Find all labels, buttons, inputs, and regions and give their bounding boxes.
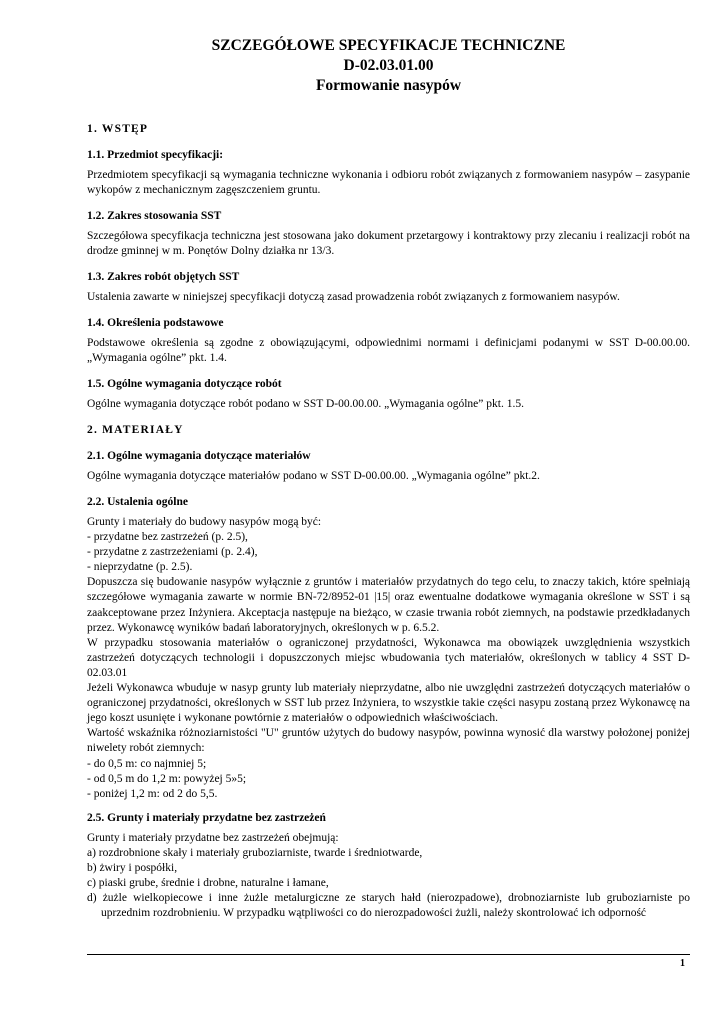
paragraph-1-4: Podstawowe określenia są zgodne z obowiązującymi, odpowiednimi normami i definicjami podanymi w SST D-00.00.00. „Wymagania ogólne” pkt. 1.4. — [87, 337, 690, 364]
section-2-5-body — [87, 831, 690, 922]
text-line: - przydatne bez zastrzeżeń (p. 2.5), — [87, 531, 248, 544]
section-heading-1-4: 1.4. Określenia podstawowe — [87, 317, 224, 329]
section-2-2-body — [87, 515, 690, 802]
text-line: Wartość wskaźnika różnoziarnistości "U" gruntów użytych do budowy nasypów, powinna wynosić dla warstwy położonej poniżej niwelety robót ziemnych: — [87, 727, 690, 755]
section-heading-2-5: 2.5. Grunty i materiały przydatne bez zastrzeżeń — [87, 811, 326, 824]
section-heading-1-1: 1.1. Przedmiot specyfikacji: — [87, 149, 224, 161]
document-code: D-02.03.01.00 — [343, 57, 434, 74]
document-page — [87, 36, 690, 930]
document-subject: Formowanie nasypów — [315, 77, 462, 94]
list-item: c) piaski grube, średnie i drobne, naturalne i łamane, — [87, 877, 329, 890]
title-block — [87, 36, 690, 96]
text-line: Grunty i materiały przydatne bez zastrzeżeń obejmują: — [87, 831, 339, 844]
section-heading-1-2: 1.2. Zakres stosowania SST — [87, 210, 222, 222]
footer-divider — [87, 954, 690, 955]
list-item: a) rozdrobnione skały i materiały gruboziarniste, twarde i średniotwarde, — [87, 846, 423, 859]
list-item: b) żwiry i pospółki, — [87, 861, 178, 874]
text-line: - od 0,5 m do 1,2 m: powyżej 5»5; — [87, 772, 247, 785]
chapter-heading-1: 1. WSTĘP — [87, 123, 149, 135]
paragraph-2-1: Ogólne wymagania dotyczące materiałów podano w SST D-00.00.00. „Wymagania ogólne” pkt.2. — [87, 470, 540, 482]
text-line: - do 0,5 m: co najmniej 5; — [87, 757, 207, 770]
page-number: 1 — [680, 958, 685, 969]
chapter-heading-2: 2. MATERIAŁY — [87, 424, 184, 436]
section-heading-2-1: 2.1. Ogólne wymagania dotyczące materiałów — [87, 450, 311, 462]
list-item: d) żużle wielkopiecowe i inne żużle metalurgiczne ze starych hałd (nierozpadowe), drobnoziarniste lub gruboziarniste po uprzednim rozdrobnieniu. W przypadku wątpliwości co do nierozpadowości żużli, należy skontrolować ich odporność — [87, 892, 690, 920]
section-heading-1-3: 1.3. Zakres robót objętych SST — [87, 271, 240, 283]
section-heading-2-2: 2.2. Ustalenia ogólne — [87, 496, 188, 508]
paragraph-1-5: Ogólne wymagania dotyczące robót podano w SST D-00.00.00. „Wymagania ogólne” pkt. 1.5. — [87, 398, 524, 410]
text-line: W przypadku stosowania materiałów o ograniczonej przydatności, Wykonawca ma obowiązek uwzględnienia wszystkich zastrzeżeń dotyczących technologii i dopuszczonych miejsc wbudowania tych materiałów, określonych w tablicy 4 SST D-02.03.01 — [87, 636, 690, 679]
text-line: - nieprzydatne (p. 2.5). — [87, 561, 193, 574]
paragraph-1-3: Ustalenia zawarte w niniejszej specyfikacji dotyczą zasad prowadzenia robót związanych z formowaniem nasypów. — [87, 291, 620, 303]
text-line: Grunty i materiały do budowy nasypów mogą być: — [87, 516, 322, 528]
paragraph-1-2: Szczegółowa specyfikacja techniczna jest stosowana jako dokument przetargowy i kontraktowy przy zlecaniu i realizacji robót na drodze gminnej w m. Ponętów Dolny działka nr 13/3. — [87, 230, 690, 257]
document-title: SZCZEGÓŁOWE SPECYFIKACJE TECHNICZNE — [211, 37, 566, 54]
text-line: Dopuszcza się budowanie nasypów wyłącznie z gruntów i materiałów przydatnych do tego celu, to znaczy takich, które spełniają szczegółowe wymagania zawarte w normie BN-72/8952-01 |15| oraz ewentualne dodatkowe wymagania określone w SST i są zaakceptowane przez Inżyniera. Akceptacja następuje na bieżąco, w czasie trwania robót ziemnych, na podstawie przedkładanych przez. Wykonawcę wyników badań laboratoryjnych, określonych w p. 6.5.2. — [87, 576, 690, 634]
text-line: - poniżej 1,2 m: od 2 do 5,5. — [87, 787, 218, 800]
paragraph-1-1: Przedmiotem specyfikacji są wymagania techniczne wykonania i odbioru robót związanych z formowaniem nasypów – zasypanie wykopów z mechanicznym zagęszczeniem gruntu. — [87, 169, 690, 196]
section-heading-1-5: 1.5. Ogólne wymagania dotyczące robót — [87, 378, 282, 390]
text-line: - przydatne z zastrzeżeniami (p. 2.4), — [87, 546, 258, 559]
text-line: Jeżeli Wykonawca wbuduje w nasyp grunty lub materiały nieprzydatne, albo nie uwzględni zastrzeżeń dotyczących materiałów o ograniczonej przydatności, określonych w SST lub przez Inżyniera, to wszystkie takie części nasypu zostaną przez Wykonawcę na jego koszt usunięte i wykonane powtórnie z materiałów o odpowiednich właściwościach. — [87, 682, 690, 725]
